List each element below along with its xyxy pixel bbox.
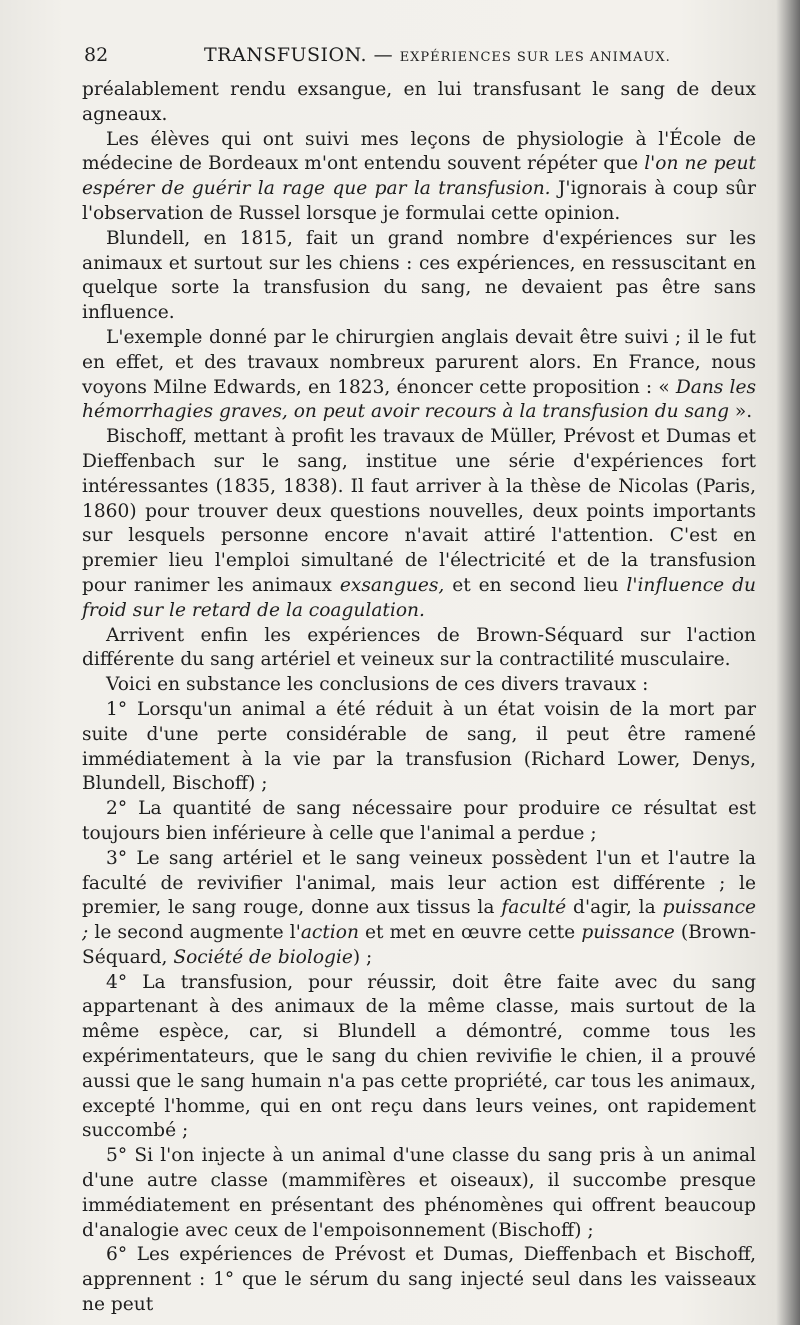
text-run: 3° Le sang artériel et le sang veineux possèdent l'un et l'autre la faculté de revivifier l'animal, mais leur action est différente ; le premier, le sang rouge, donne aux tissus la [82, 847, 756, 919]
italic-text: puissance [581, 922, 675, 944]
paragraph [82, 673, 756, 698]
text-run: 2° La quantité de sang nécessaire pour produire ce résultat est toujours bien inférieure à celle que l'animal a perdue ; [82, 798, 756, 844]
italic-text: l'on ne peut espérer de guérir la rage que par la transfusion. [82, 153, 756, 200]
paragraph [82, 326, 756, 425]
text-run: Voici en substance les conclusions de ces divers travaux : [106, 674, 649, 696]
running-title-sub: EXPÉRIENCES SUR LES ANIMAUX. [399, 50, 671, 65]
text-run: 6° Les expériences de Prévost et Dumas, Dieffenbach et Bischoff, apprennent : 1° que le sérum du sang injecté seul dans les vaisseaux ne peut [82, 1244, 756, 1316]
running-header [84, 44, 754, 72]
text-run: Arrivent enfin les expériences de Brown-Séquard sur l'action différente du sang artériel et veineux sur la contractilité musculaire. [82, 624, 756, 671]
text-run: et en second lieu [444, 574, 627, 596]
paragraph [82, 624, 756, 674]
text-run: J'ignorais à coup sûr l'observation de Russel lorsque je formulai cette opinion. [82, 178, 756, 224]
text-run: (Brown-Séquard, [82, 922, 756, 968]
italic-text: faculté [501, 897, 567, 919]
italic-text: puissance ; [82, 897, 757, 944]
italic-text: l'influence du froid sur le retard de la coagulation. [82, 574, 756, 621]
text-run: d'agir, la [566, 897, 663, 919]
running-title-dash: — [373, 44, 394, 66]
paragraph [82, 971, 756, 1145]
text-run: ) ; [352, 946, 373, 968]
text-run: ». [729, 401, 753, 423]
paragraph [82, 797, 756, 847]
text-run: Blundell, en 1815, fait un grand nombre d'expériences sur les animaux et surtout sur les chiens : ces expériences, en ressuscitant en quelque sorte la transfusion du sang, ne devaient pas être sans influence. [82, 227, 756, 324]
paragraph [82, 1144, 756, 1243]
body-text [82, 78, 756, 1318]
text-run: le second augmente l' [88, 922, 301, 944]
paragraph [82, 698, 756, 797]
paragraph [82, 227, 756, 326]
text-run: 4° La transfusion, pour réussir, doit être faite avec du sang appartenant à des animaux de la même classe, mais surtout de la même espèce, car, si Blundell a démontré, comme tous les expérimentateurs, que le sang du chien revivifie le chien, il a prouvé aussi que le sang humain n'a pas cette propriété, car tous les animaux, excepté l'homme, qui en ont reçu dans leurs veines, ont rapidement succombé ; [82, 971, 756, 1142]
paragraph [82, 128, 756, 227]
italic-text: action [300, 922, 359, 944]
text-run: Les élèves qui ont suivi mes leçons de physiologie à l'École de médecine de Bordeaux m'ont entendu souvent répéter que [82, 128, 756, 175]
page-number: 82 [84, 44, 109, 66]
italic-text: exsangues, [339, 574, 445, 596]
text-run: 5° Si l'on injecte à un animal d'une classe du sang pris à un animal d'une autre classe (mammifères et oiseaux), il succombe presque immédiatement en présentant des phénomènes qui offrent beaucoup d'analogie avec ceux de l'empoisonnement (Bischoff) ; [82, 1145, 756, 1241]
text-run: L'exemple donné par le chirurgien anglais devait être suivi ; il le fut en effet, et des travaux nombreux parurent alors. En France, nous voyons Milne Edwards, en 1823, énoncer cette proposition : « [82, 326, 756, 398]
running-title-main: TRANSFUSION. [204, 44, 368, 66]
running-title [204, 44, 671, 66]
text-run: Bischoff, mettant à profit les travaux de Müller, Prévost et Dumas et Dieffenbach sur le sang, institue une série d'expériences fort intéressantes (1835, 1838). Il faut arriver à la thèse de Nicolas (Paris, 1860) pour trouver deux questions nouvelles, deux points importants sur lesquels personne encore n'avait attiré l'attention. C'est en premier lieu l'emploi simultané de l'électricité et de la transfusion pour ranimer les animaux [82, 426, 756, 596]
text-run: préalablement rendu exsangue, en lui transfusant le sang de deux agneaux. [82, 79, 756, 125]
text-run: et met en œuvre cette [358, 922, 582, 944]
paragraph [82, 425, 756, 623]
italic-text: Société de biologie [173, 946, 353, 968]
italic-text: Dans les hémorrhagies graves, on peut avoir recours à la transfusion du sang [82, 376, 756, 423]
paragraph [82, 847, 756, 971]
paragraph [82, 1243, 756, 1317]
paragraph [82, 78, 756, 128]
text-run: 1° Lorsqu'un animal a été réduit à un état voisin de la mort par suite d'une perte considérable de sang, il peut être ramené immédiatement à la vie par la transfusion (Richard Lower, Denys, Blundell, Bischoff) ; [82, 698, 756, 795]
